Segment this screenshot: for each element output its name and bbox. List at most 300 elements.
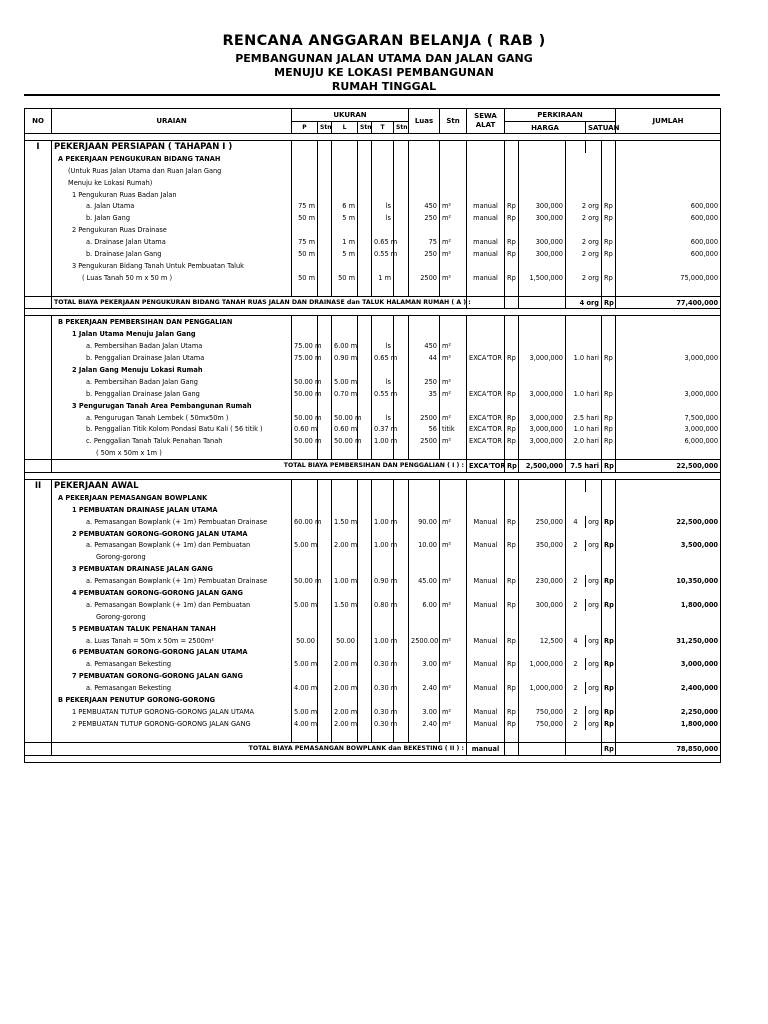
stn-p-cell [318, 364, 332, 376]
jumlah-cell: 31,250,000 [616, 635, 721, 647]
luas-cell [409, 670, 440, 682]
table-row [25, 177, 721, 189]
rp-jumlah-cell [602, 328, 616, 340]
no-cell [25, 316, 52, 328]
l-cell [332, 165, 358, 177]
section-title: PEKERJAAN PERSIAPAN ( TAHAPAN I ) [52, 141, 292, 153]
rp-jumlah-cell: Rp [602, 435, 616, 447]
harga-cell: 1,000,000 [519, 682, 566, 694]
p-cell [292, 563, 318, 575]
satuan-cell [566, 694, 602, 706]
rp-jumlah-cell: Rp [602, 412, 616, 424]
satuan-cell [566, 587, 602, 599]
luas-cell [409, 447, 440, 459]
stn-l-cell [358, 492, 372, 504]
rab-table [24, 108, 721, 763]
total-rp-jumlah: Rp [602, 742, 616, 755]
l-cell: 0.90 m [332, 352, 358, 364]
stn-l-cell [358, 635, 372, 647]
jumlah-cell: 3,000,000 [616, 352, 721, 364]
rp-harga-cell [505, 165, 519, 177]
sewa-cell [467, 670, 505, 682]
sewa-cell: Manual [467, 540, 505, 552]
satuan-unit-cell: org [586, 599, 602, 611]
uraian-cell: a. Luas Tanah = 50m x 50m = 2500m² [52, 635, 292, 647]
stn-p-cell [318, 587, 332, 599]
p-cell: 75.00 m [292, 352, 318, 364]
table-row [25, 447, 721, 459]
t-cell [372, 504, 394, 516]
sewa-cell [467, 611, 505, 623]
rp-jumlah-cell: Rp [602, 212, 616, 224]
empty-cell [409, 480, 440, 492]
sewa-cell [467, 504, 505, 516]
sewa-cell [467, 224, 505, 236]
table-row [25, 682, 721, 694]
table-row [25, 376, 721, 388]
jumlah-cell: 1,800,000 [616, 718, 721, 730]
stn-cell [440, 551, 467, 563]
table-row [25, 272, 721, 284]
satuan-cell: 2.0 hari [566, 435, 602, 447]
uraian-cell: a. Drainase Jalan Utama [52, 236, 292, 248]
satuan-unit-cell: org [586, 575, 602, 587]
l-cell: 2.00 m [332, 706, 358, 718]
satuan-cell: 2.5 hari [566, 412, 602, 424]
p-cell: 50.00 m [292, 376, 318, 388]
luas-cell [409, 189, 440, 201]
rp-jumlah-cell [602, 551, 616, 563]
jumlah-cell [616, 165, 721, 177]
t-cell [372, 587, 394, 599]
satuan-cell [566, 400, 602, 412]
jumlah-cell [616, 364, 721, 376]
rp-harga-cell: Rp [505, 272, 519, 284]
uraian-cell: b. Penggalian Drainase Jalan Utama [52, 352, 292, 364]
t-cell [372, 153, 394, 165]
document-subtitle-2: MENUJU KE LOKASI PEMBANGUNAN [274, 66, 494, 79]
stn-t-cell [394, 528, 409, 540]
harga-cell [519, 447, 566, 459]
harga-cell: 300,000 [519, 200, 566, 212]
total-row [25, 742, 721, 755]
stn-t-cell [394, 563, 409, 575]
stn-t-cell [394, 492, 409, 504]
document-title: RENCANA ANGGARAN BELANJA ( RAB ) [222, 33, 546, 49]
l-cell: 5 m [332, 212, 358, 224]
luas-cell: 56 [409, 423, 440, 435]
rp-jumlah-cell: Rp [602, 272, 616, 284]
stn-cell: m² [440, 200, 467, 212]
empty-cell [602, 480, 616, 492]
rp-jumlah-cell: Rp [602, 236, 616, 248]
rp-harga-cell [505, 189, 519, 201]
p-cell [292, 647, 318, 659]
empty-cell [440, 141, 467, 153]
harga-cell [519, 492, 566, 504]
total-row [25, 460, 721, 473]
stn-cell [440, 364, 467, 376]
section-separator [25, 309, 721, 316]
sewa-cell [467, 189, 505, 201]
harga-cell [519, 647, 566, 659]
rp-harga-cell: Rp [505, 352, 519, 364]
jumlah-cell [616, 447, 721, 459]
l-cell [332, 153, 358, 165]
t-cell [372, 647, 394, 659]
sewa-cell: manual [467, 248, 505, 260]
uraian-cell: b. Jalan Gang [52, 212, 292, 224]
table-row [25, 340, 721, 352]
no-cell [25, 563, 52, 575]
table-row [25, 528, 721, 540]
stn-cell [440, 587, 467, 599]
stn-l-cell [358, 706, 372, 718]
satuan-cell [566, 376, 602, 388]
empty-cell [505, 141, 519, 153]
stn-l-cell [358, 153, 372, 165]
jumlah-cell: 7,500,000 [616, 412, 721, 424]
harga-cell: 350,000 [519, 540, 566, 552]
luas-cell: 44 [409, 352, 440, 364]
no-cell [25, 284, 52, 296]
uraian-cell: Gorong-gorong [52, 611, 292, 623]
l-cell [332, 260, 358, 272]
satuan-cell: 1.0 hari [566, 423, 602, 435]
p-cell: 50 m [292, 212, 318, 224]
jumlah-cell: 22,500,000 [616, 516, 721, 528]
rp-jumlah-cell: Rp [602, 599, 616, 611]
no-cell [25, 412, 52, 424]
jumlah-cell: 6,000,000 [616, 435, 721, 447]
satuan-cell [566, 670, 602, 682]
satuan-cell [566, 504, 602, 516]
satuan-cell [566, 165, 602, 177]
satuan-cell: 2 org [566, 236, 602, 248]
stn-p-cell [318, 328, 332, 340]
col-l: L [332, 122, 358, 134]
uraian-cell [52, 284, 292, 296]
stn-cell [440, 284, 467, 296]
stn-cell [440, 177, 467, 189]
jumlah-cell: 3,000,000 [616, 388, 721, 400]
rp-harga-cell [505, 694, 519, 706]
jumlah-cell [616, 189, 721, 201]
empty-cell [519, 480, 566, 492]
luas-cell [409, 563, 440, 575]
stn-l-cell [358, 248, 372, 260]
t-cell: 0.55 m [372, 248, 394, 260]
empty-cell [566, 480, 586, 492]
uraian-cell: 6 PEMBUATAN GORONG-GORONG JALAN UTAMA [52, 647, 292, 659]
stn-t-cell [394, 189, 409, 201]
stn-l-cell [358, 189, 372, 201]
p-cell [292, 587, 318, 599]
stn-cell: m² [440, 412, 467, 424]
table-row [25, 730, 721, 742]
stn-cell: m² [440, 540, 467, 552]
stn-cell [440, 328, 467, 340]
p-cell [292, 492, 318, 504]
sewa-cell: manual [467, 200, 505, 212]
t-cell: 1.00 m [372, 435, 394, 447]
stn-l-cell [358, 647, 372, 659]
total-no-cell [25, 460, 52, 473]
t-cell [372, 224, 394, 236]
stn-cell [440, 504, 467, 516]
luas-cell [409, 316, 440, 328]
empty-cell [586, 141, 602, 153]
t-cell: 0.37 m [372, 423, 394, 435]
empty-cell [616, 480, 721, 492]
jumlah-cell [616, 224, 721, 236]
table-row [25, 492, 721, 504]
harga-cell [519, 260, 566, 272]
l-cell [332, 177, 358, 189]
sewa-cell: Manual [467, 682, 505, 694]
jumlah-cell: 10,350,000 [616, 575, 721, 587]
section-title: PEKERJAAN AWAL [52, 480, 292, 492]
sewa-cell [467, 316, 505, 328]
total-harga [519, 742, 566, 755]
stn-cell [440, 647, 467, 659]
stn-l-cell [358, 400, 372, 412]
stn-cell: m² [440, 248, 467, 260]
t-cell: 1.00 m [372, 635, 394, 647]
l-cell [332, 587, 358, 599]
stn-l-cell [358, 682, 372, 694]
stn-t-cell [394, 551, 409, 563]
luas-cell [409, 730, 440, 742]
stn-p-cell [318, 647, 332, 659]
jumlah-cell [616, 400, 721, 412]
rp-harga-cell: Rp [505, 718, 519, 730]
separator-cell [25, 755, 721, 762]
stn-cell: m² [440, 340, 467, 352]
stn-l-cell [358, 516, 372, 528]
satuan-qty-cell: 2 [566, 682, 586, 694]
sewa-cell [467, 364, 505, 376]
sewa-cell: Manual [467, 706, 505, 718]
stn-l-cell [358, 658, 372, 670]
luas-cell [409, 587, 440, 599]
t-cell: 0.55 m [372, 388, 394, 400]
stn-p-cell [318, 400, 332, 412]
t-cell: 1.00 m [372, 540, 394, 552]
l-cell: 50.00 m [332, 412, 358, 424]
rp-jumlah-cell [602, 260, 616, 272]
sewa-cell: manual [467, 272, 505, 284]
rp-jumlah-cell [602, 364, 616, 376]
rp-jumlah-cell: Rp [602, 423, 616, 435]
satuan-cell: 2 org [566, 200, 602, 212]
no-cell [25, 504, 52, 516]
stn-p-cell [318, 694, 332, 706]
satuan-cell [566, 316, 602, 328]
luas-cell: 6.00 [409, 599, 440, 611]
stn-l-cell [358, 352, 372, 364]
harga-cell [519, 563, 566, 575]
stn-cell: m² [440, 599, 467, 611]
jumlah-cell [616, 611, 721, 623]
stn-p-cell [318, 177, 332, 189]
stn-cell: titik [440, 423, 467, 435]
t-cell: ls [372, 212, 394, 224]
col-no: NO [25, 109, 52, 134]
empty-cell [505, 480, 519, 492]
stn-t-cell [394, 316, 409, 328]
satuan-cell [566, 492, 602, 504]
t-cell [372, 551, 394, 563]
sewa-cell [467, 492, 505, 504]
t-cell [372, 447, 394, 459]
rp-jumlah-cell: Rp [602, 706, 616, 718]
uraian-cell: ( 50m x 50m x 1m ) [52, 447, 292, 459]
satuan-cell [566, 189, 602, 201]
jumlah-cell [616, 504, 721, 516]
jumlah-cell [616, 284, 721, 296]
jumlah-cell [616, 260, 721, 272]
luas-cell: 2.40 [409, 682, 440, 694]
stn-p-cell [318, 540, 332, 552]
table-row [25, 611, 721, 623]
rp-harga-cell: Rp [505, 435, 519, 447]
satuan-qty-cell: 2 [566, 658, 586, 670]
sewa-cell [467, 400, 505, 412]
harga-cell: 3,000,000 [519, 423, 566, 435]
p-cell [292, 528, 318, 540]
uraian-cell: a. Pemasangan Bowplank (+ 1m) Pembuatan Drainase [52, 516, 292, 528]
sewa-cell [467, 587, 505, 599]
table-row [25, 718, 721, 730]
total-rp-harga: Rp [505, 460, 519, 473]
col-stn-l: Stn [358, 122, 372, 134]
t-cell [372, 694, 394, 706]
l-cell [332, 730, 358, 742]
luas-cell: 2500 [409, 272, 440, 284]
sewa-cell [467, 528, 505, 540]
stn-cell [440, 694, 467, 706]
rp-harga-cell: Rp [505, 212, 519, 224]
stn-t-cell [394, 412, 409, 424]
p-cell [292, 153, 318, 165]
empty-cell [467, 141, 505, 153]
no-cell [25, 658, 52, 670]
t-cell [372, 328, 394, 340]
no-cell [25, 388, 52, 400]
col-stn-p: Stn [318, 122, 332, 134]
stn-l-cell [358, 316, 372, 328]
stn-cell [440, 528, 467, 540]
total-satuan: 4 org [566, 296, 602, 309]
stn-cell [440, 189, 467, 201]
rp-jumlah-cell [602, 730, 616, 742]
section-separator [25, 134, 721, 141]
rp-jumlah-cell [602, 400, 616, 412]
table-row [25, 352, 721, 364]
rp-jumlah-cell: Rp [602, 635, 616, 647]
rp-jumlah-cell [602, 153, 616, 165]
l-cell: 2.00 m [332, 658, 358, 670]
empty-cell [358, 141, 372, 153]
no-cell [25, 611, 52, 623]
stn-cell: m² [440, 718, 467, 730]
section-separator [25, 755, 721, 762]
no-cell [25, 400, 52, 412]
no-cell [25, 670, 52, 682]
rp-jumlah-cell [602, 587, 616, 599]
no-cell [25, 587, 52, 599]
jumlah-cell [616, 670, 721, 682]
satuan-unit-cell: org [586, 540, 602, 552]
luas-cell: 450 [409, 340, 440, 352]
jumlah-cell: 3,000,000 [616, 658, 721, 670]
p-cell: 60.00 m [292, 516, 318, 528]
rp-harga-cell [505, 340, 519, 352]
rp-jumlah-cell [602, 694, 616, 706]
rp-harga-cell [505, 670, 519, 682]
rp-jumlah-cell [602, 165, 616, 177]
rp-jumlah-cell [602, 563, 616, 575]
harga-cell: 3,000,000 [519, 412, 566, 424]
luas-cell [409, 400, 440, 412]
l-cell: 2.00 m [332, 682, 358, 694]
rp-jumlah-cell [602, 611, 616, 623]
col-luas: Luas [409, 109, 440, 134]
col-sewa-alat: SEWA ALAT [467, 109, 505, 134]
t-cell [372, 563, 394, 575]
table-row [25, 412, 721, 424]
uraian-cell: a. Jalan Utama [52, 200, 292, 212]
sewa-cell [467, 563, 505, 575]
p-cell [292, 177, 318, 189]
total-sewa: manual [467, 742, 505, 755]
rp-jumlah-cell [602, 340, 616, 352]
p-cell: 5.00 m [292, 706, 318, 718]
t-cell [372, 670, 394, 682]
separator-cell [25, 134, 721, 141]
no-cell [25, 447, 52, 459]
rp-harga-cell: Rp [505, 516, 519, 528]
stn-t-cell [394, 340, 409, 352]
stn-p-cell [318, 224, 332, 236]
jumlah-cell [616, 730, 721, 742]
total-label: TOTAL BIAYA PEMASANGAN BOWPLANK dan BEKESTING ( II ) : [52, 742, 467, 755]
total-no-cell [25, 296, 52, 309]
t-cell: 0.30 m [372, 718, 394, 730]
t-cell [372, 316, 394, 328]
harga-cell: 750,000 [519, 718, 566, 730]
p-cell [292, 224, 318, 236]
rp-harga-cell [505, 587, 519, 599]
t-cell [372, 177, 394, 189]
rp-jumlah-cell [602, 316, 616, 328]
stn-l-cell [358, 376, 372, 388]
luas-cell: 2500 [409, 412, 440, 424]
total-jumlah: 22,500,000 [616, 460, 721, 473]
total-rp-harga [505, 742, 519, 755]
rp-jumlah-cell [602, 447, 616, 459]
stn-cell: m² [440, 388, 467, 400]
stn-l-cell [358, 575, 372, 587]
harga-cell [519, 587, 566, 599]
luas-cell [409, 260, 440, 272]
t-cell [372, 528, 394, 540]
rp-jumlah-cell: Rp [602, 658, 616, 670]
harga-cell [519, 189, 566, 201]
p-cell: 5.00 m [292, 599, 318, 611]
p-cell [292, 611, 318, 623]
